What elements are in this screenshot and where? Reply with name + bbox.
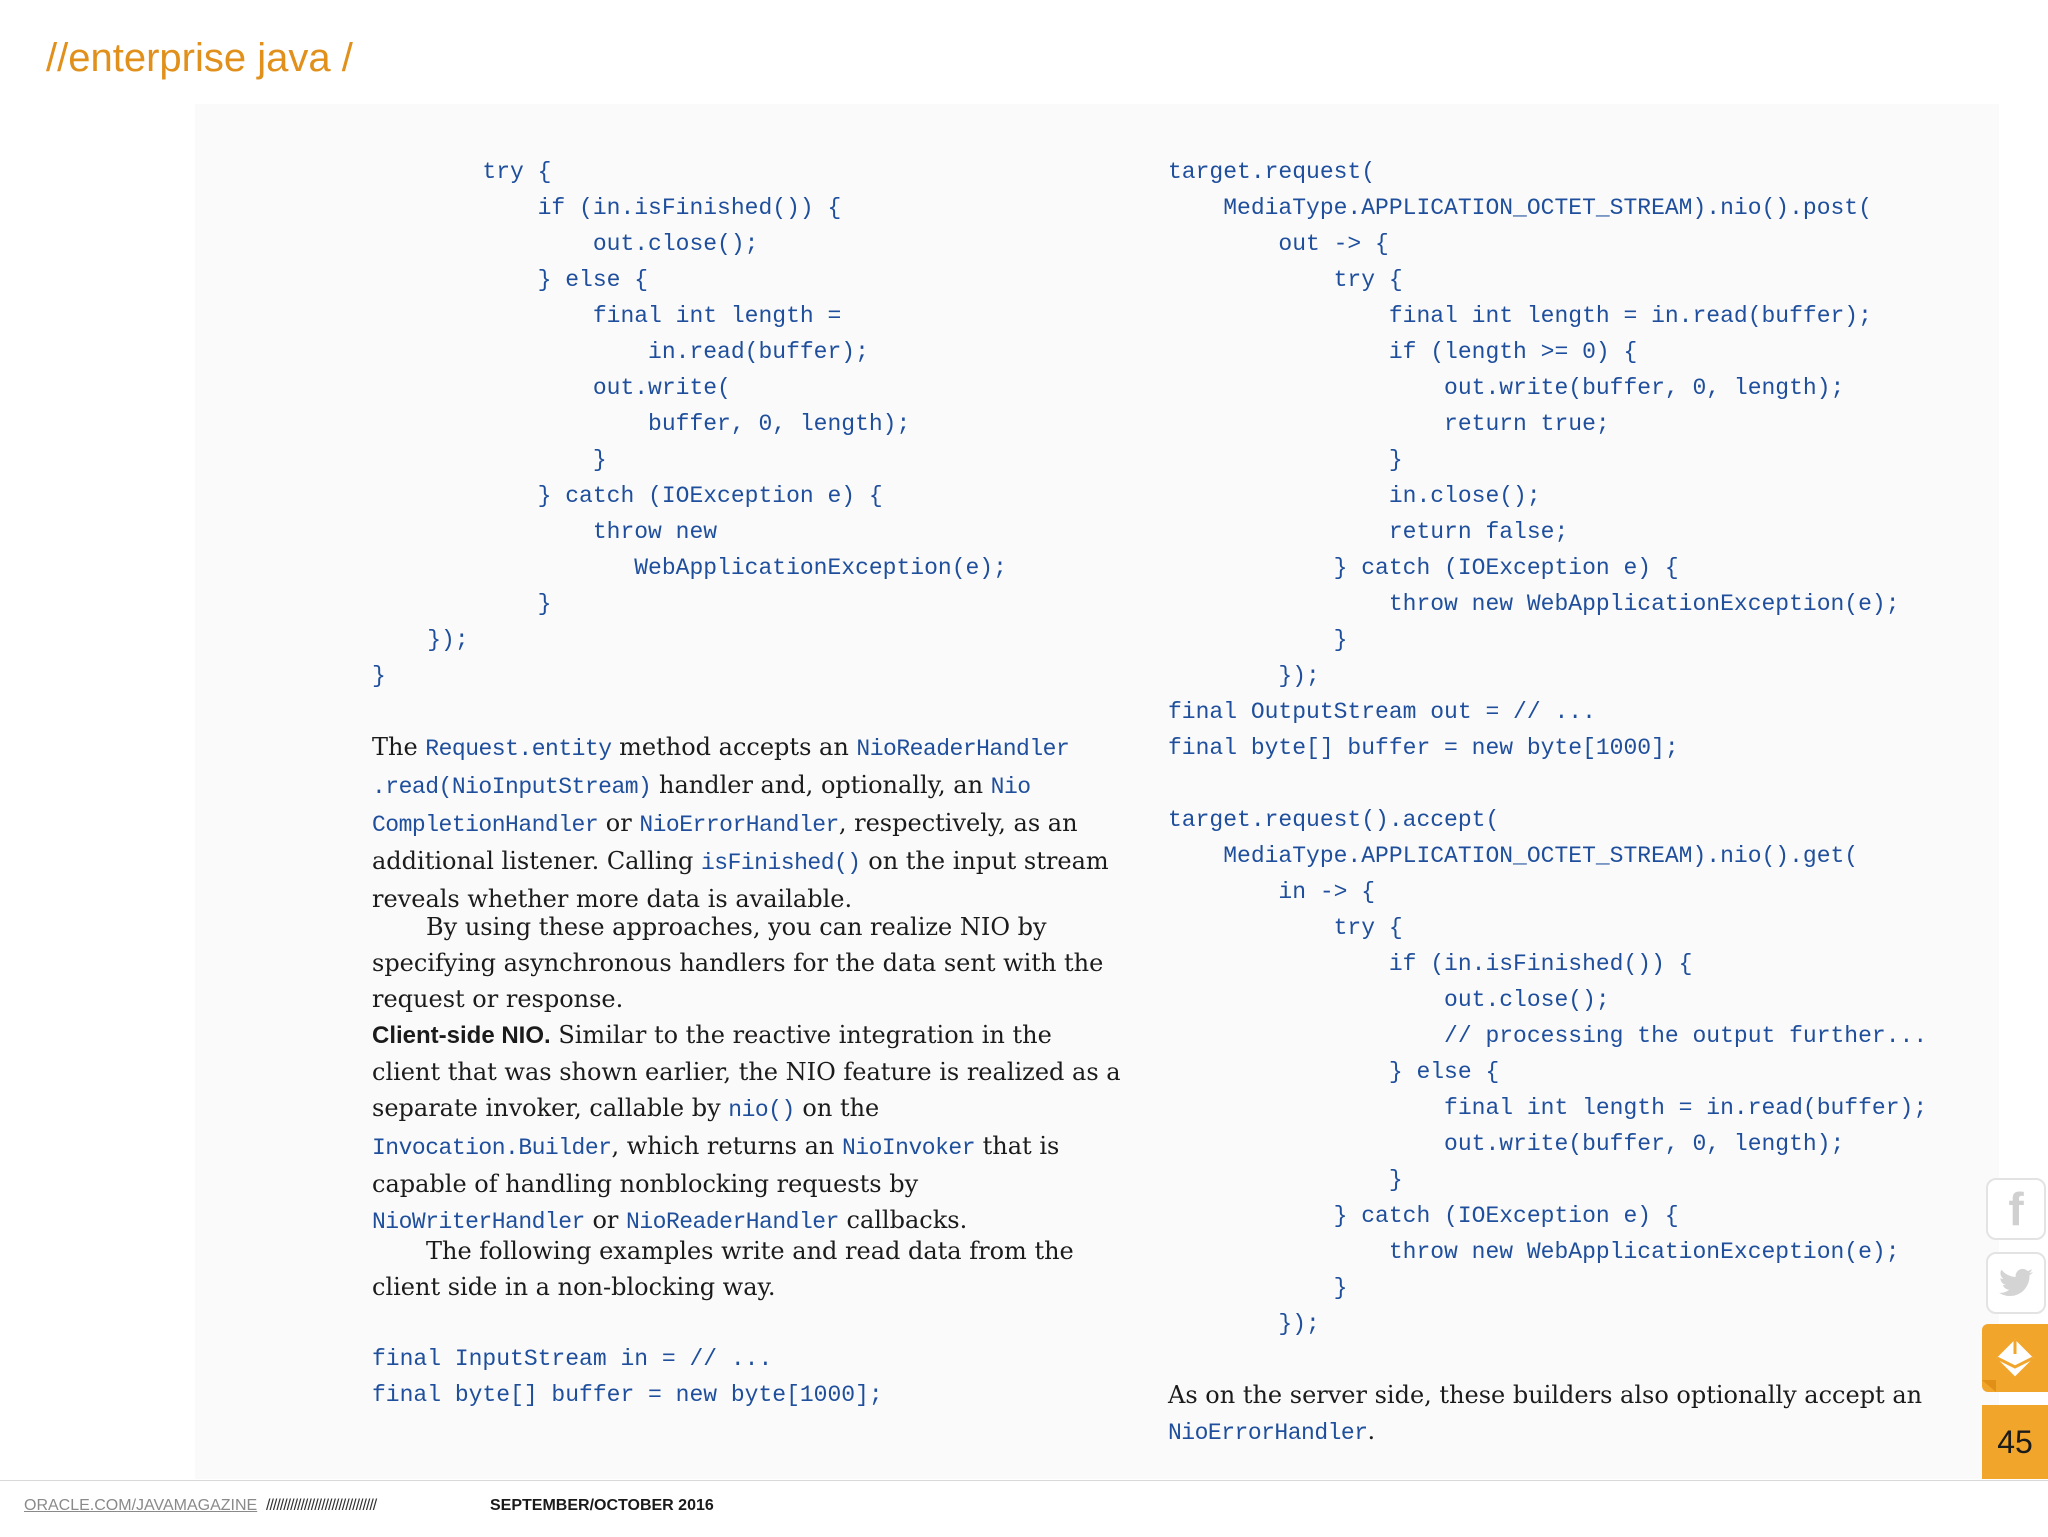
twitter-share-button[interactable] xyxy=(1986,1252,2046,1314)
run-in-heading: Client-side NIO. xyxy=(372,1022,551,1049)
inline-code: isFinished() xyxy=(700,850,861,876)
text: As on the server side, these builders also optionally accept an xyxy=(1168,1381,1923,1409)
inline-code: Nio CompletionHandler xyxy=(372,774,1031,838)
text: handler and, optionally, an xyxy=(651,771,991,799)
inline-code: Request.entity xyxy=(425,736,612,762)
inline-code: Invocation.Builder xyxy=(372,1135,612,1161)
footer-divider: //////////////////////////////// xyxy=(266,1497,377,1514)
envelope-icon xyxy=(1993,1336,2037,1380)
text: By using these approaches, you can realize NIO by specifying asynchronous handlers for the data sent with the request or response. xyxy=(372,913,1104,1013)
code-block-left-top: try { if (in.isFinished()) { out.close(); } else { final int length = in.read(buffer); out.write( buffer, 0, length); } } catch (IOException e) { throw new WebApplicationException(e); } }); } xyxy=(372,159,1007,689)
text: callbacks. xyxy=(838,1206,968,1234)
code-block-left-bottom: final InputStream in = // ... final byte[] buffer = new byte[1000]; xyxy=(372,1346,883,1408)
twitter-bird-icon xyxy=(1996,1266,2036,1300)
text: method accepts an xyxy=(611,733,857,761)
inline-code: NioErrorHandler xyxy=(1168,1420,1368,1446)
text: on the input stream reveals whether more data is available. xyxy=(372,847,1109,913)
page-number: 45 xyxy=(1982,1405,2048,1479)
text: that is capable of handling nonblocking requests by xyxy=(372,1132,1060,1198)
text: or xyxy=(584,1206,627,1234)
facebook-icon: f xyxy=(2008,1183,2024,1235)
inline-code: NioReaderHandler xyxy=(626,1209,839,1235)
text: , respectively, as an additional listener. Calling xyxy=(372,809,1078,875)
text: or xyxy=(598,809,640,837)
site-link[interactable]: ORACLE.COM/JAVAMAGAZINE xyxy=(24,1497,258,1514)
inline-code: NioWriterHandler xyxy=(372,1209,585,1235)
code-block-right: target.request( MediaType.APPLICATION_OCTET_STREAM).nio().post( out -> { try { final int length = in.read(buffer); if (length >= 0) { out.write(buffer, 0, length); return true; } in.close(); return false; } catch (IOException e) { throw new WebApplicationException(e); } }); final OutputStream out = // ... final byte[] buffer = new byte[1000]; target.request().accept( MediaType.APPLICATION_OCTET_STREAM).nio().get( in -> { try { if (in.isFinished()) { out.close(); // processing the output further... } else { final int length = in.read(buffer); out.write(buffer, 0, length); } } catch (IOException e) { throw new WebApplicationException(e); } }); xyxy=(1168,159,1928,1337)
text: . xyxy=(1367,1417,1376,1445)
inline-code: NioReaderHandler .read(NioInputStream) xyxy=(372,736,1070,800)
text: Similar to the reactive integration in the client that was shown earlier, the NIO feature is realized as a separate invoker, callable by xyxy=(372,1021,1121,1122)
paragraph-approaches xyxy=(372,909,1124,1017)
section-title: //enterprise java / xyxy=(46,36,353,80)
text: The xyxy=(372,733,426,761)
inline-code: NioInvoker xyxy=(841,1135,975,1161)
paragraph-examples-intro xyxy=(372,1233,1124,1305)
email-button-tail xyxy=(1982,1380,1996,1392)
facebook-share-button[interactable] xyxy=(1986,1178,2046,1240)
paragraph-error-handler xyxy=(1168,1377,1958,1451)
paragraph-client-side-nio xyxy=(372,1017,1124,1240)
inline-code: NioErrorHandler xyxy=(639,812,839,838)
paragraph-request-entity xyxy=(372,729,1124,917)
text: , which returns an xyxy=(611,1132,842,1160)
text: The following examples write and read data from the client side in a non-blocking way. xyxy=(372,1237,1074,1301)
inline-code: nio() xyxy=(728,1097,795,1123)
text: on the xyxy=(794,1094,880,1122)
footer xyxy=(0,1480,2048,1537)
issue-date: SEPTEMBER/OCTOBER 2016 xyxy=(490,1497,714,1514)
